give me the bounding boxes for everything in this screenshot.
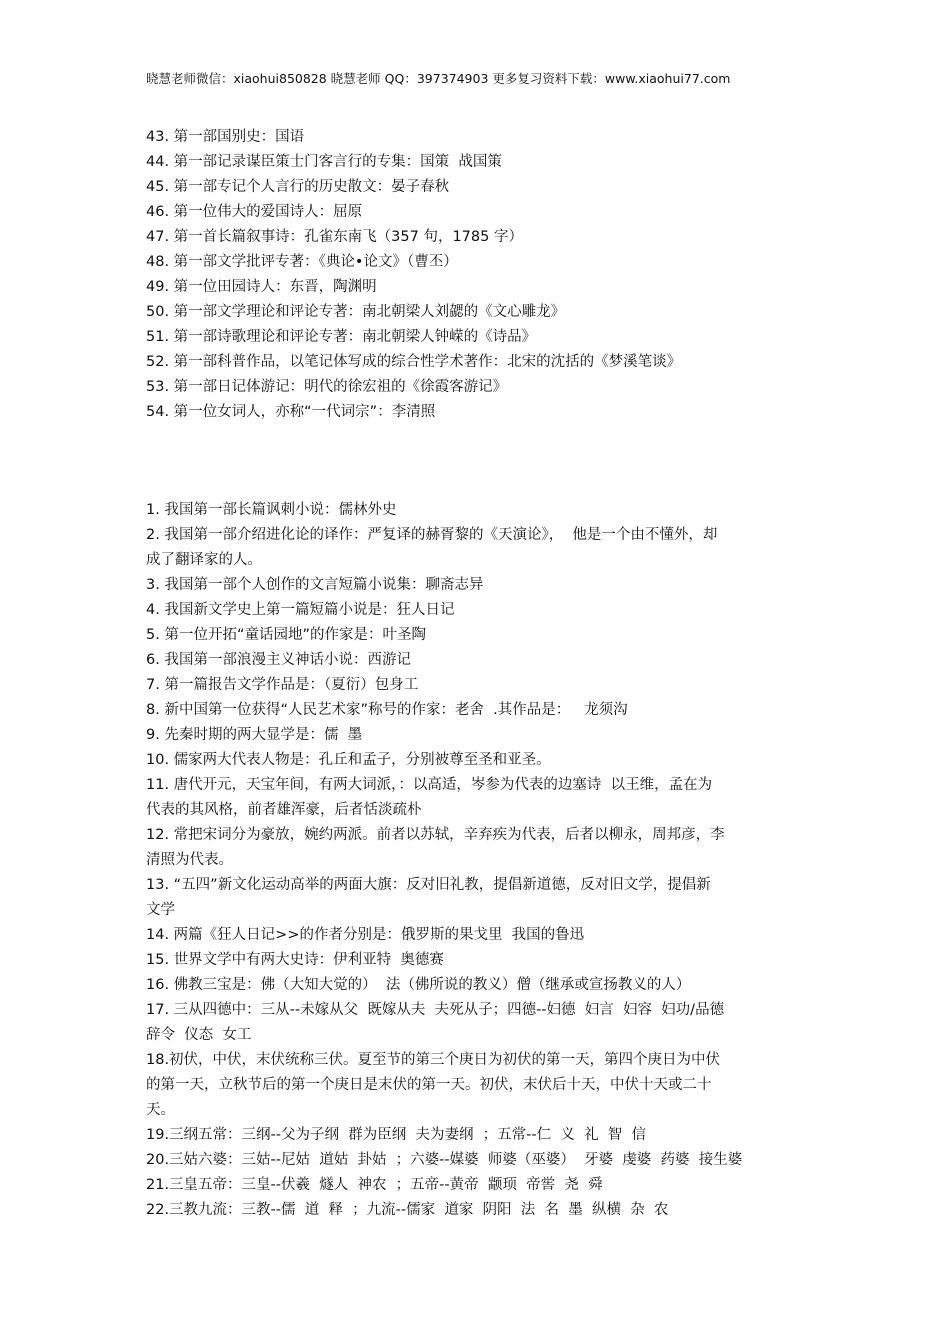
list-item: 14. 两篇《狂人日记>>的作者分别是：俄罗斯的果戈里 我国的鲁迅 (146, 927, 585, 943)
list-item: 19.三纲五常：三纲--父为子纲 群为臣纲 夫为妻纲 ；五常--仁 义 礼 智 信 (146, 1127, 647, 1143)
list-item: 1. 我国第一部长篇讽刺小说：儒林外史 (146, 502, 397, 518)
list-item: 5. 第一位开拓“童话园地”的作家是：叶圣陶 (146, 627, 426, 643)
list-item: 16. 佛教三宝是：佛（大知大觉的） 法（佛所说的教义）僧（继承或宣扬教义的人） (146, 977, 691, 993)
list-item: 11. 唐代开元，天宝年间，有两大词派，：以高适，岑参为代表的边塞诗 以王维，孟在为 (146, 777, 713, 793)
list-item: 代表的其风格，前者雄浑豪，后者恬淡疏朴 (146, 802, 422, 818)
list-item: 15. 世界文学中有两大史诗：伊利亚特 奥德赛 (146, 952, 444, 968)
list-item: 成了翻译家的人。 (146, 552, 262, 568)
list-item: 48. 第一部文学批评专著：《典论•论文》（曹丕） (146, 254, 458, 270)
list-section-firsts (146, 125, 808, 425)
list-item: 47. 第一首长篇叙事诗：孔雀东南飞（357 句，1785 字） (146, 229, 523, 245)
list-item: 13. “五四”新文化运动高举的两面大旗：反对旧礼教，提倡新道德，反对旧文学，提倡新 (146, 877, 711, 893)
list-item: 3. 我国第一部个人创作的文言短篇小说集：聊斋志异 (146, 577, 484, 593)
list-section-literature (146, 498, 808, 1223)
list-item: 12. 常把宋词分为豪放，婉约两派。前者以苏轼，辛弃疾为代表，后者以柳永，周邦彦，李 (146, 827, 725, 843)
list-item: 53. 第一部日记体游记：明代的徐宏祖的《徐霞客游记》 (146, 379, 508, 395)
list-item: 52. 第一部科普作品，以笔记体写成的综合性学术著作：北宋的沈括的《梦溪笔谈》 (146, 354, 682, 370)
list-item: 10. 儒家两大代表人物是：孔丘和孟子，分别被尊至圣和亚圣。 (146, 752, 551, 768)
list-item: 45. 第一部专记个人言行的历史散文：晏子春秋 (146, 179, 450, 195)
list-item: 50. 第一部文学理论和评论专著：南北朝梁人刘勰的《文心雕龙》 (146, 304, 566, 320)
list-item: 2. 我国第一部介绍进化论的译作：严复译的赫胥黎的《天演论》， 他是一个由不懂外，却 (146, 527, 718, 543)
list-item: 辞令 仪态 女工 (146, 1027, 252, 1043)
list-item: 54. 第一位女词人，亦称“一代词宗”：李清照 (146, 404, 436, 420)
list-item: 43. 第一部国别史：国语 (146, 129, 305, 145)
list-item: 22.三教九流：三教--儒 道 释 ；九流--儒家 道家 阴阳 法 名 墨 纵横 杂 农 (146, 1202, 669, 1218)
list-item: 51. 第一部诗歌理论和评论专著：南北朝梁人钟嵘的《诗品》 (146, 329, 537, 345)
list-item: 文学 (146, 902, 175, 918)
list-item: 清照为代表。 (146, 852, 233, 868)
list-item: 的第一天，立秋节后的第一个庚日是末伏的第一天。初伏，末伏后十天，中伏十天或二十 (146, 1077, 712, 1093)
list-item: 20.三姑六婆：三姑--尼姑 道姑 卦姑 ；六婆--媒婆 师婆（巫婆） 牙婆 虔婆 药婆 接生婆 (146, 1152, 743, 1168)
list-item: 8. 新中国第一位获得“人民艺术家”称号的作家：老舍 .其作品是： 龙须沟 (146, 702, 628, 718)
list-item: 6. 我国第一部浪漫主义神话小说：西游记 (146, 652, 411, 668)
list-item: 17. 三从四德中：三从--未嫁从父 既嫁从夫 夫死从子；四德--妇德 妇言 妇容 妇功/品德 (146, 1002, 725, 1018)
list-item: 18.初伏，中伏，末伏统称三伏。夏至节的第三个庚日为初伏的第一天，第四个庚日为中伏 (146, 1052, 721, 1068)
list-item: 天。 (146, 1102, 175, 1118)
page-header-contact: 晓慧老师微信：xiaohui850828 晓慧老师 QQ：397374903 更多复习资料下载：www.xiaohui77.com (146, 71, 731, 86)
list-item: 49. 第一位田园诗人：东晋，陶渊明 (146, 279, 377, 295)
list-item: 9. 先秦时期的两大显学是：儒 墨 (146, 727, 363, 743)
list-item: 44. 第一部记录谋臣策士门客言行的专集：国策 战国策 (146, 154, 502, 170)
list-item: 7. 第一篇报告文学作品是：（夏衍）包身工 (146, 677, 419, 693)
list-item: 46. 第一位伟大的爱国诗人：屈原 (146, 204, 363, 220)
list-item: 4. 我国新文学史上第一篇短篇小说是：狂人日记 (146, 602, 455, 618)
list-item: 21.三皇五帝：三皇--伏羲 燧人 神农 ；五帝--黄帝 颛顼 帝喾 尧 舜 (146, 1177, 603, 1193)
